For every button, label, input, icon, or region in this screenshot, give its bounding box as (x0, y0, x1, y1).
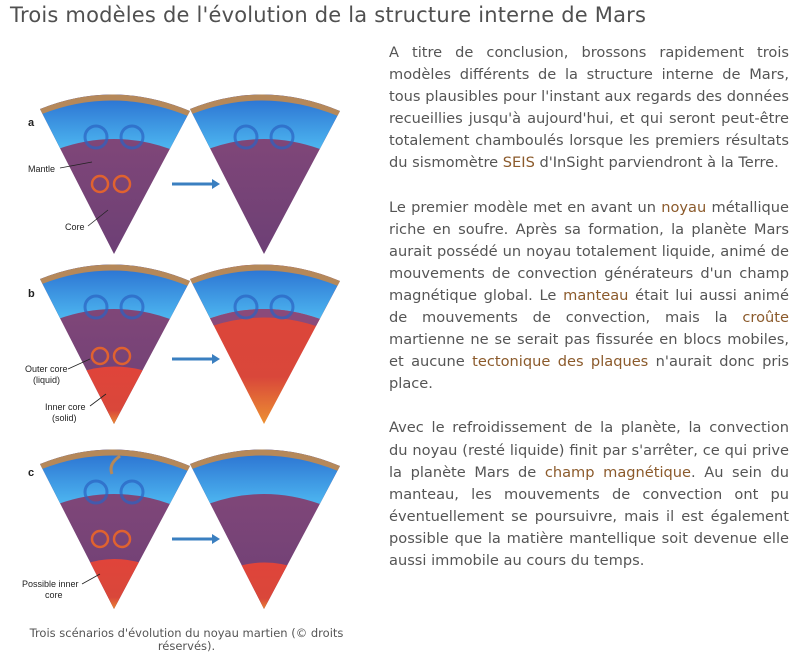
paragraph-2 (389, 197, 789, 396)
panel-b (25, 244, 350, 434)
panel-c (22, 429, 350, 619)
paragraph-3 (389, 417, 789, 572)
figure-graphic (0, 34, 375, 629)
label-outer-core-state: (liquid) (33, 375, 61, 385)
paragraph-1 (389, 42, 789, 175)
label-mantle: Mantle (28, 164, 56, 174)
wedge-b-right (180, 244, 350, 434)
text-segment: d'InSight parviendront à la Terre. (534, 154, 779, 172)
panel-a (28, 74, 350, 264)
wedge-c-right (180, 429, 350, 619)
link-noyau[interactable]: noyau (661, 198, 707, 216)
text-segment: martienne ne se serait pas fissurée en blocs mobiles, et aucune (389, 331, 789, 371)
article-body (389, 42, 789, 594)
panel-b-letter: b (28, 288, 35, 300)
label-inner-core: Inner core (45, 402, 86, 412)
label-outer-core: Outer core (25, 364, 68, 374)
mars-interior-figure (0, 34, 375, 629)
wedge-a-right (180, 74, 350, 264)
label-inner-core-state: (solid) (52, 413, 77, 423)
text-segment: métallique riche en soufre. Après sa formation, la planète Mars aurait possédé un noyau totalement liquide, animé de mouvements de convection générateurs d'un champ magnétique global. Le (389, 198, 789, 304)
text-segment: A titre de conclusion, brossons rapidement trois modèles différents de la structure interne de Mars, tous plausibles pour l'instant aux regards des données recueillies jusqu'à aujourd'hui, et qui seront peut-être totalement chamboulés lorsque les premiers résultats du sismomètre (389, 44, 789, 172)
label-possible-inner-core: Possible inner (22, 579, 79, 589)
link-tectonique[interactable]: tectonique des plaques (472, 353, 649, 371)
panel-a-letter: a (28, 117, 35, 129)
text-segment: . Au sein du manteau, les mouvements de convection ont pu éventuellement se poursuivre, mais il est également possible que la matière mantellique soit devenue elle aussi immobile au cours du temps. (389, 463, 790, 569)
text-segment: n'aurait donc pris place. (389, 353, 789, 393)
text-segment: était lui aussi animé de mouvements de convection, mais la (389, 286, 789, 327)
wedge-a-left (30, 74, 200, 264)
panel-c-letter: c (28, 467, 35, 479)
text-segment: Le premier modèle met en avant un (389, 198, 662, 216)
page-title: Trois modèles de l'évolution de la structure interne de Mars (10, 3, 647, 27)
label-core: Core (65, 222, 85, 232)
link-manteau[interactable]: manteau (563, 286, 629, 304)
link-seis[interactable]: SEIS (502, 154, 535, 172)
link-champ-magnetique[interactable]: champ magnétique (544, 463, 692, 481)
link-croute[interactable]: croûte (742, 309, 789, 327)
text-segment: Avec le refroidissement de la planète, la convection du noyau (resté liquide) finit par s'arrêter, ce qui prive la planète Mars de (389, 419, 789, 481)
figure-caption: Trois scénarios d'évolution du noyau martien (© droits réservés). (29, 626, 344, 653)
label-possible-inner-core-2: core (45, 590, 63, 600)
